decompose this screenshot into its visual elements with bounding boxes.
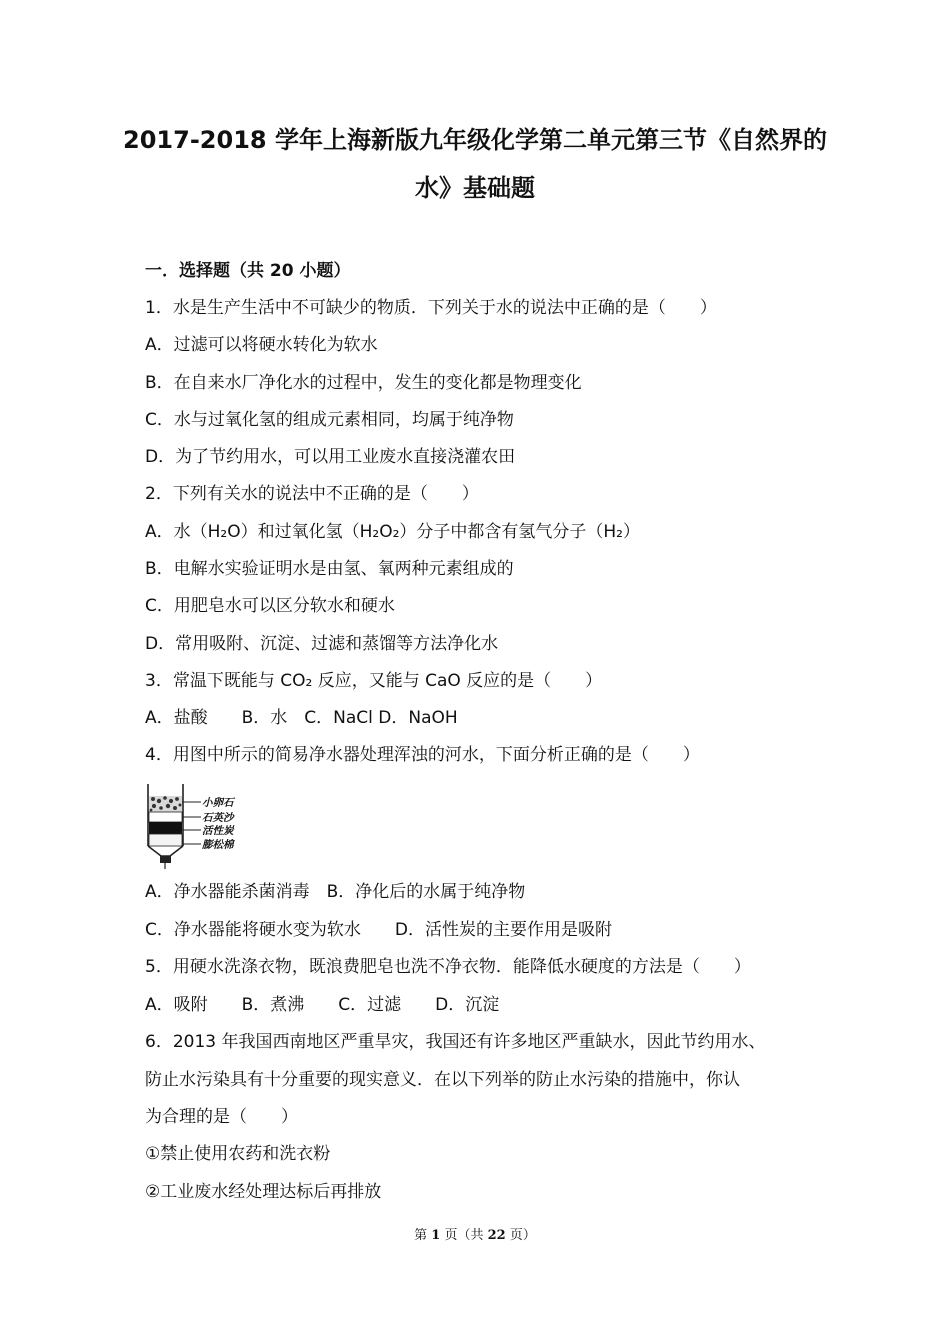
label-quartz-sand: 石英沙 bbox=[202, 812, 234, 824]
footer-total-pages: 22 bbox=[487, 1228, 506, 1243]
question-1-option-a: A．过滤可以将硬水转化为软水 bbox=[145, 335, 378, 355]
question-2-option-c: C．用肥皂水可以区分软水和硬水 bbox=[145, 596, 395, 616]
question-3-options: A．盐酸 B．水 C．NaCl D．NaOH bbox=[145, 708, 458, 728]
question-6-item-2: ②工业废水经处理达标后再排放 bbox=[145, 1182, 382, 1202]
document-title-line-2: 水》基础题 bbox=[415, 174, 535, 202]
question-1-option-d: D．为了节约用水，可以用工业废水直接浇灌农田 bbox=[145, 447, 516, 467]
question-6-stem-line-1: 6．2013 年我国西南地区严重旱灾，我国还有许多地区严重缺水，因此节约用水、 bbox=[145, 1032, 766, 1052]
label-fluffy-cotton: 膨松棉 bbox=[202, 839, 234, 851]
footer-prefix: 第 bbox=[414, 1228, 432, 1243]
question-1-option-c: C．水与过氧化氢的组成元素相同，均属于纯净物 bbox=[145, 410, 514, 430]
question-4-options-ab: A．净水器能杀菌消毒 B．净化后的水属于纯净物 bbox=[145, 882, 526, 902]
label-pebbles: 小卵石 bbox=[202, 797, 234, 809]
document-title-line-1: 2017-2018 学年上海新版九年级化学第二单元第三节《自然界的 bbox=[123, 126, 827, 154]
footer-suffix: 页） bbox=[505, 1228, 536, 1243]
question-4-options-cd: C．净水器能将硬水变为软水 D．活性炭的主要作用是吸附 bbox=[145, 920, 612, 940]
water-filter-figure bbox=[145, 782, 250, 870]
footer-middle: 页（共 bbox=[440, 1228, 488, 1243]
question-1-stem: 1．水是生产生活中不可缺少的物质．下列关于水的说法中正确的是（ ） bbox=[145, 298, 717, 318]
question-2-option-b: B．电解水实验证明水是由氢、氧两种元素组成的 bbox=[145, 559, 514, 579]
footer-page-number: 1 bbox=[431, 1228, 441, 1243]
question-6-stem-line-2: 防止水污染具有十分重要的现实意义．在以下列举的防止水污染的措施中，你认 bbox=[145, 1070, 740, 1090]
page-footer bbox=[0, 1227, 950, 1245]
question-6-item-1: ①禁止使用农药和洗衣粉 bbox=[145, 1144, 331, 1164]
question-1-option-b: B．在自来水厂净化水的过程中，发生的变化都是物理变化 bbox=[145, 373, 582, 393]
question-5-options: A．吸附 B．煮沸 C．过滤 D．沉淀 bbox=[145, 995, 500, 1015]
question-6-stem-line-3: 为合理的是（ ） bbox=[145, 1107, 298, 1127]
question-4-stem: 4．用图中所示的简易净水器处理浑浊的河水，下面分析正确的是（ ） bbox=[145, 745, 700, 765]
question-2-option-a: A．水（H₂O）和过氧化氢（H₂O₂）分子中都含有氢气分子（H₂） bbox=[145, 522, 640, 542]
question-5-stem: 5．用硬水洗涤衣物，既浪费肥皂也洗不净衣物．能降低水硬度的方法是（ ） bbox=[145, 957, 751, 977]
section-heading: 一．选择题（共 20 小题） bbox=[145, 261, 351, 281]
question-2-stem: 2．下列有关水的说法中不正确的是（ ） bbox=[145, 484, 479, 504]
label-activated-carbon: 活性炭 bbox=[202, 825, 234, 837]
question-3-stem: 3．常温下既能与 CO₂ 反应，又能与 CaO 反应的是（ ） bbox=[145, 671, 603, 691]
question-2-option-d: D．常用吸附、沉淀、过滤和蒸馏等方法净化水 bbox=[145, 634, 499, 654]
